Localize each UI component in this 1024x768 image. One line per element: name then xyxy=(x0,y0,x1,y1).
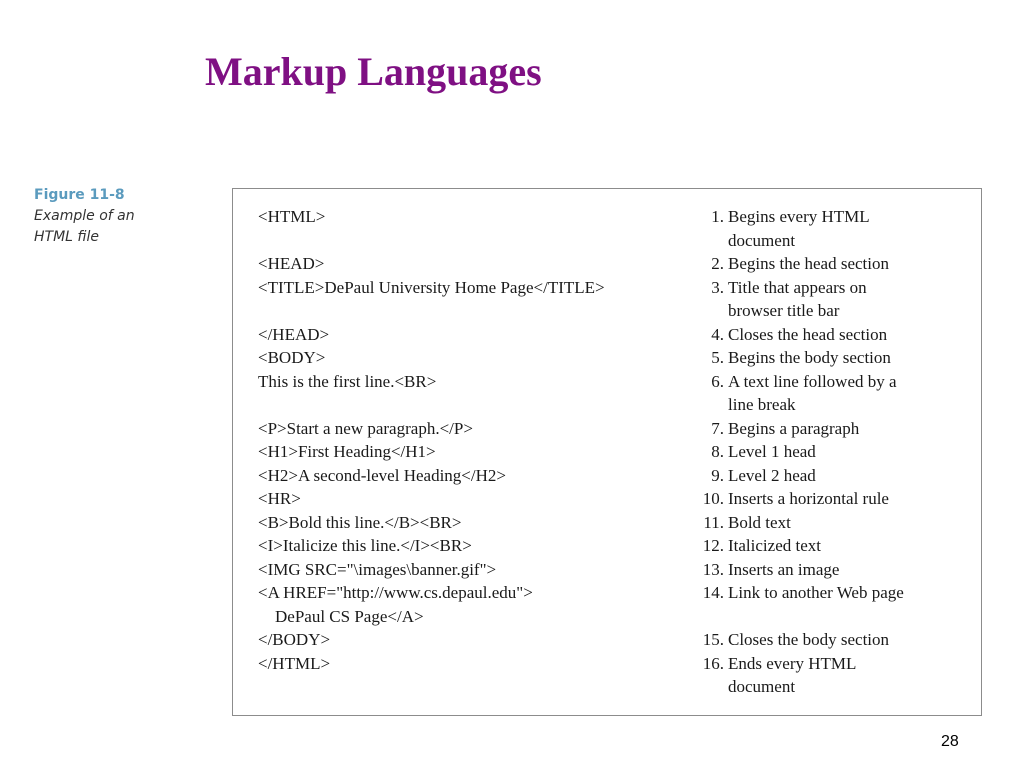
annotation-item xyxy=(688,346,904,370)
annotation-text: Title that appears on xyxy=(728,277,867,297)
annotation-item xyxy=(688,581,904,605)
annotation-item xyxy=(688,252,904,276)
code-line: DePaul CS Page</A> xyxy=(258,606,424,626)
annotation-text: line break xyxy=(728,395,796,414)
annotation-item xyxy=(688,276,904,323)
annotation-text: Level 1 head xyxy=(728,442,816,461)
annotation-number: 6. xyxy=(711,371,724,391)
annotation-item xyxy=(688,605,904,629)
annotation-text xyxy=(728,605,904,629)
code-line: <HEAD> xyxy=(258,254,325,273)
figure-caption-line-2: HTML file xyxy=(34,229,99,245)
annotation-number: 11. xyxy=(703,512,724,532)
code-line: <TITLE>DePaul University Home Page</TITLE> xyxy=(258,277,605,297)
annotation-number: 5. xyxy=(711,348,724,367)
annotation-number: 14. xyxy=(702,583,724,602)
annotation-number: 10. xyxy=(702,489,724,508)
annotation-text: Ends every HTML xyxy=(728,653,857,673)
annotation-item xyxy=(688,323,904,347)
code-line: <IMG SRC="\images\banner.gif"> xyxy=(258,559,497,579)
annotation-number: 12. xyxy=(702,536,724,555)
annotation-item xyxy=(688,417,904,441)
annotation-item xyxy=(688,370,904,417)
annotation-number: 8. xyxy=(711,442,724,461)
code-line: <B>Bold this line.</B><BR> xyxy=(258,512,462,532)
code-line: </BODY> xyxy=(258,630,331,649)
annotation-number: 3. xyxy=(711,277,724,297)
code-line: <BODY> xyxy=(258,348,326,367)
annotation-number: 16. xyxy=(702,653,724,673)
annotation-text: Closes the body section xyxy=(728,630,890,649)
code-line: <A HREF="http://www.cs.depaul.edu"> xyxy=(258,583,533,602)
figure-label: Figure 11-8 xyxy=(34,187,125,203)
annotation-item xyxy=(688,534,904,558)
annotation-number: 7. xyxy=(711,418,724,438)
code-line xyxy=(258,393,605,417)
annotation-item xyxy=(688,205,904,252)
annotation-number: 15. xyxy=(702,630,724,649)
code-line: <H1>First Heading</H1> xyxy=(258,442,436,461)
annotation-text: Level 2 head xyxy=(728,465,816,485)
code-line xyxy=(258,299,605,323)
page-number: 28 xyxy=(941,733,959,750)
annotation-text: Begins the head section xyxy=(728,254,889,273)
annotation-text: A text line followed by a xyxy=(728,371,897,391)
code-line xyxy=(258,229,605,253)
annotation-text: Italicized text xyxy=(728,536,821,555)
annotation-number: 2. xyxy=(711,254,724,273)
annotation-number: 4. xyxy=(711,324,724,344)
annotation-text: document xyxy=(728,677,796,696)
annotation-text: browser title bar xyxy=(728,301,840,320)
annotation-number: 1. xyxy=(711,207,724,226)
code-line: <P>Start a new paragraph.</P> xyxy=(258,418,473,438)
annotation-text: document xyxy=(728,230,796,250)
code-line: This is the first line.<BR> xyxy=(258,371,437,391)
annotation-text: Begins a paragraph xyxy=(728,418,860,438)
code-line: </HEAD> xyxy=(258,324,330,344)
code-line: <H2>A second-level Heading</H2> xyxy=(258,465,506,485)
annotation-list xyxy=(688,205,904,699)
slide-title: Markup Languages xyxy=(205,49,542,94)
figure-caption-line-1: Example of an xyxy=(34,208,135,224)
annotation-text: Inserts a horizontal rule xyxy=(728,489,889,508)
annotation-item xyxy=(688,558,904,582)
annotation-item xyxy=(688,440,904,464)
annotation-text: Bold text xyxy=(728,512,791,532)
annotation-number: 9. xyxy=(711,465,724,485)
annotation-text: Begins the body section xyxy=(728,348,891,367)
annotation-number: 13. xyxy=(702,559,724,579)
annotation-text: Inserts an image xyxy=(728,559,840,579)
annotation-text: Closes the head section xyxy=(728,324,888,344)
annotation-item xyxy=(688,628,904,652)
annotation-item xyxy=(688,511,904,535)
annotation-text: Link to another Web page xyxy=(728,583,904,602)
annotation-item xyxy=(688,464,904,488)
code-line: <I>Italicize this line.</I><BR> xyxy=(258,536,472,555)
code-line: <HR> xyxy=(258,489,301,508)
figure-caption xyxy=(34,185,135,248)
figure-box xyxy=(232,188,982,716)
annotation-item xyxy=(688,652,904,699)
annotation-item xyxy=(688,487,904,511)
annotation-text: Begins every HTML xyxy=(728,207,870,226)
html-code-listing xyxy=(258,205,605,675)
code-line: <HTML> xyxy=(258,207,326,226)
code-line: </HTML> xyxy=(258,653,331,673)
